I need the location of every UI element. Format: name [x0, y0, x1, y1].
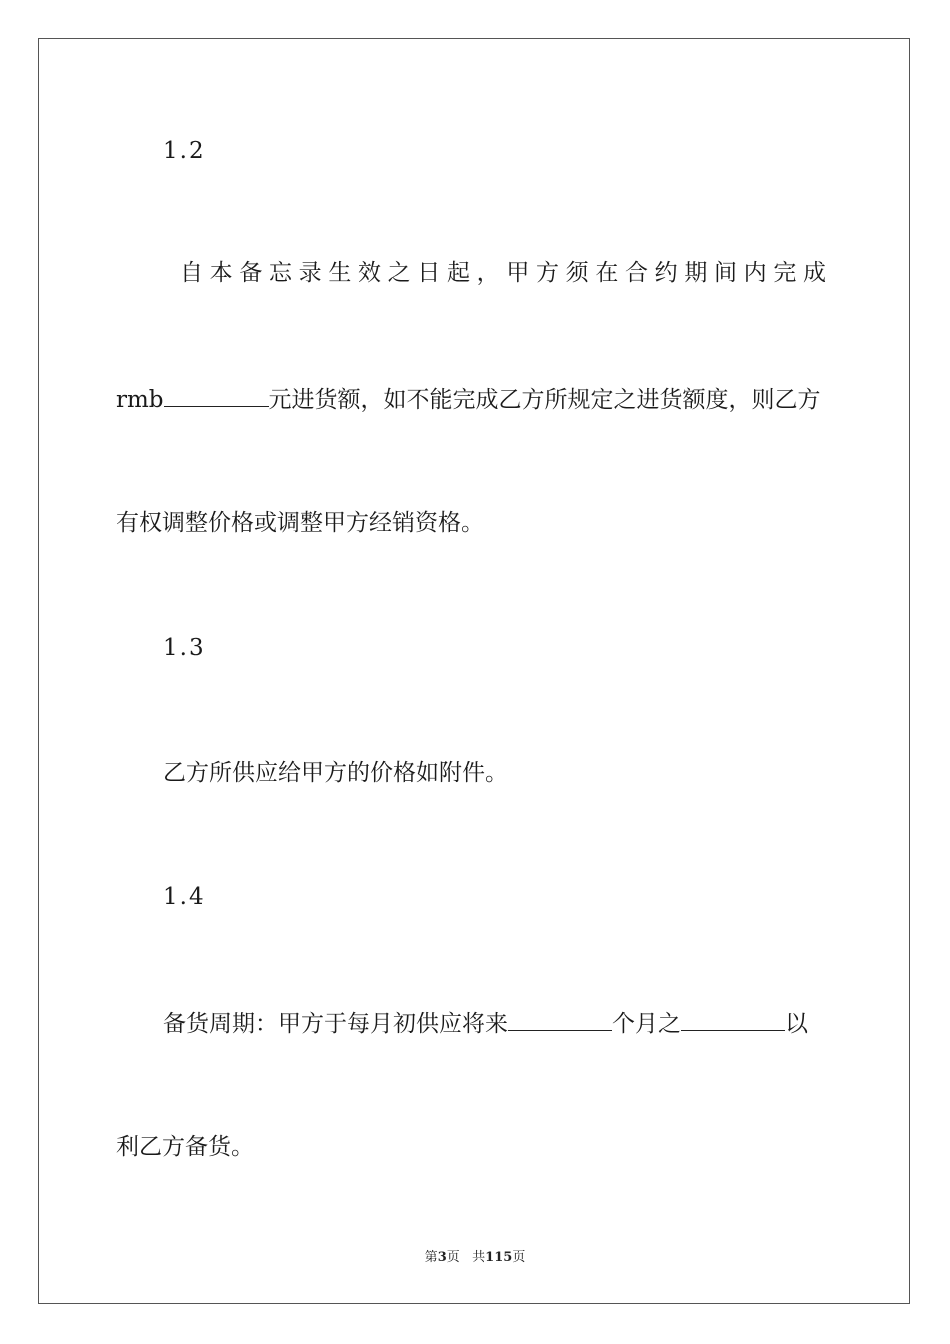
- footer-total-suffix: 页: [512, 1250, 526, 1265]
- section-number-1-4: 1.4: [163, 884, 206, 910]
- paragraph-1-2-line-2: [116, 384, 832, 415]
- paragraph-1-2-line-1: 自本备忘录生效之日起，甲方须在合约期间内完成: [180, 260, 832, 286]
- months-blank: [508, 1008, 612, 1031]
- footer-total-number: 115: [485, 1250, 513, 1265]
- section-number-1-2: 1.2: [163, 138, 206, 164]
- currency-label: rmb: [116, 387, 164, 413]
- footer-page-suffix: 页: [446, 1250, 460, 1265]
- paragraph-1-4-line-1: [163, 1008, 808, 1039]
- footer-page-number: 3: [437, 1250, 447, 1265]
- page-footer: [0, 1246, 950, 1265]
- amount-blank: [164, 384, 269, 407]
- paragraph-1-3-line-1: 乙方所供应给甲方的价格如附件。: [163, 760, 508, 786]
- footer-total-prefix: 共: [472, 1250, 486, 1265]
- paragraph-1-2-line-2-text: 元进货额，如不能完成乙方所规定之进货额度，则乙方: [268, 387, 821, 413]
- paragraph-1-4-text-b: 个月之: [612, 1011, 681, 1037]
- paragraph-1-4-text-a: 备货周期：甲方于每月初供应将来: [163, 1011, 508, 1037]
- paragraph-1-4-text-c: 以: [785, 1011, 808, 1037]
- page-border: [38, 38, 910, 1304]
- paragraph-1-4-line-2: 利乙方备货。: [116, 1134, 254, 1160]
- quantity-blank: [681, 1008, 785, 1031]
- paragraph-1-2-line-3: 有权调整价格或调整甲方经销资格。: [116, 510, 484, 536]
- footer-page-prefix: 第: [424, 1250, 438, 1265]
- section-number-1-3: 1.3: [163, 635, 206, 661]
